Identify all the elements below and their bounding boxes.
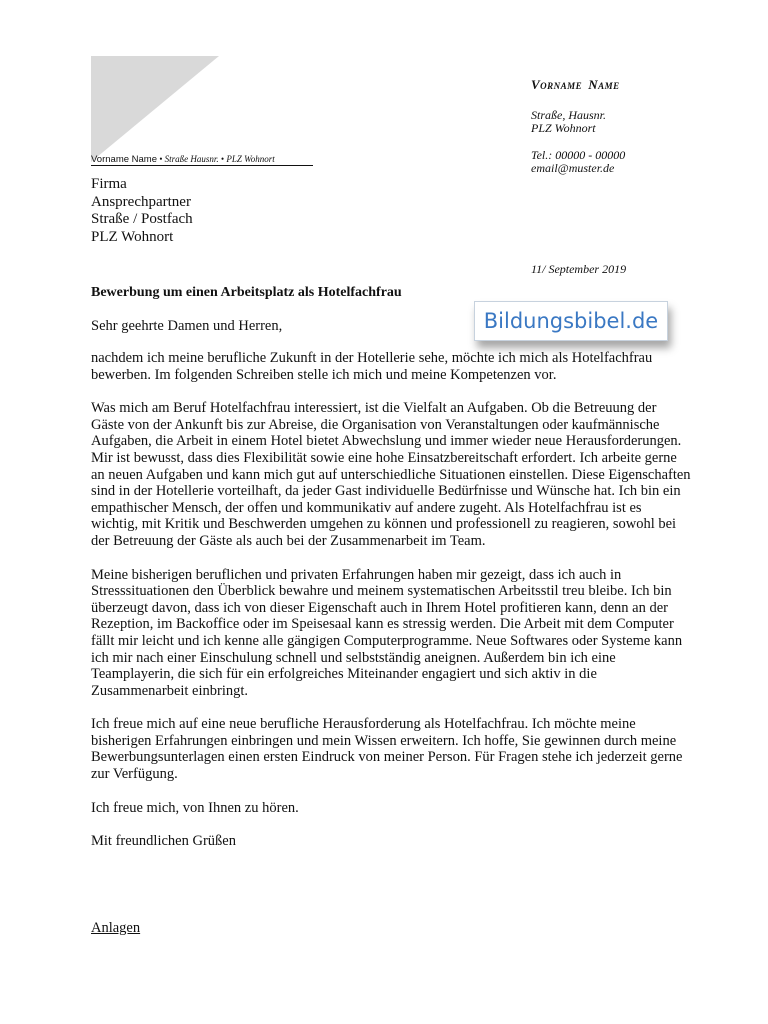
letter-subject: Bewerbung um einen Arbeitsplatz als Hotelfachfrau — [91, 285, 402, 300]
return-address-line — [91, 154, 313, 166]
watermark-logo: Bildungsbibel.de — [474, 301, 668, 341]
paragraph-experience: Meine bisherigen beruflichen und privaten Erfahrungen haben mir gezeigt, dass ich auch in Stresssituationen den Überblick bewahre und meinem systematischen Arbeitsstil treu bleibe. Ich bin überzeugt davon, dass ich von dieser Eigenschaft auch in Ihrem Hotel profitieren kann, denn an der Rezeption, im Backoffice oder im Speisesaal kann es stressig werden. Die Arbeit mit dem Computer fällt mir leicht und ich kenne alle gängigen Computerprogramme. Neue Softwares oder Systeme kann ich mir nach einer Einschulung schnell und selbstständig aneignen. Außerdem bin ich eine Teamplayerin, die sich für ein erfolgreiches Miteinander engagiert und sich aktiv in die Zusammenarbeit einbringt. — [91, 566, 683, 699]
paragraph-motivation: Was mich am Beruf Hotelfachfrau interessiert, ist die Vielfalt an Aufgaben. Ob die Betreuung der Gäste von der Ankunft bis zur Abreise, die Organisation von Veranstaltungen oder kaufmännische Aufgaben, die Arbeit in einem Hotel bietet Abwechslung und immer wieder neue Herausforderungen. Mir ist bewusst, dass dies Flexibilität sowie eine hohe Einsatzbereitschaft erfordert. Ich arbeite gerne an neuen Aufgaben und kann mich gut auf unterschiedliche Situationen einstellen. Diese Eigenschaften sind in der Hotellerie vorteilhaft, da jeder Gast individuelle Bedürfnisse und Wünsche hat. Ich bin ein empathischer Mensch, der offen und kommunikativ auf andere zugeht. Als Hotelfachfrau ist es wichtig, mit Kritik und Beschwerden umgehen zu können und professionell zu reagieren, sowohl bei der Betreuung der Gäste als auch bei der Zusammenarbeit im Team. — [91, 400, 691, 549]
sender-last-name: Name — [588, 77, 620, 92]
paragraph-intro: nachdem ich meine berufliche Zukunft in der Hotellerie sehe, möchte ich mich als Hotelfachfrau bewerben. Im folgenden Schreiben stelle ich mich und meine Kompetenzen vor. — [91, 350, 653, 383]
recipient-company: Firma — [91, 176, 127, 192]
sender-phone: Tel.: 00000 - 00000 — [531, 148, 626, 162]
sender-first-name: Vorname — [531, 77, 583, 92]
recipient-contact: Ansprechpartner — [91, 193, 191, 210]
letter-date: 11/ September 2019 — [531, 262, 627, 276]
sender-street: Straße, Hausnr. — [531, 108, 607, 122]
closing-greeting: Mit freundlichen Grüßen — [91, 833, 236, 850]
recipient-address — [91, 176, 193, 246]
recipient-city: PLZ Wohnort — [91, 228, 174, 245]
decorative-triangle — [91, 56, 219, 162]
salutation: Sehr geehrte Damen und Herren, — [91, 318, 283, 334]
sender-name — [531, 78, 731, 91]
paragraph-closing-remark: Ich freue mich, von Ihnen zu hören. — [91, 799, 299, 816]
letter-body — [91, 350, 691, 867]
sender-city: PLZ Wohnort — [531, 121, 596, 135]
sender-email: email@muster.de — [531, 161, 615, 175]
return-address-name: Vorname Name — [91, 154, 158, 165]
sender-block — [531, 78, 731, 175]
attachments-label: Anlagen — [91, 920, 141, 936]
paragraph-outlook: Ich freue mich auf eine neue berufliche Herausforderung als Hotelfachfrau. Ich möchte meine bisherigen Erfahrungen einbringen und mein Wissen erweitern. Ich hoffe, Sie gewinnen durch meine Bewerbungsunterlagen einen ersten Eindruck von meiner Person. Für Fragen stehe ich jederzeit gerne zur Verfügung. — [91, 716, 683, 783]
recipient-street: Straße / Postfach — [91, 211, 193, 227]
return-address-rest: • Straße Hausnr. • PLZ Wohnort — [157, 154, 275, 164]
